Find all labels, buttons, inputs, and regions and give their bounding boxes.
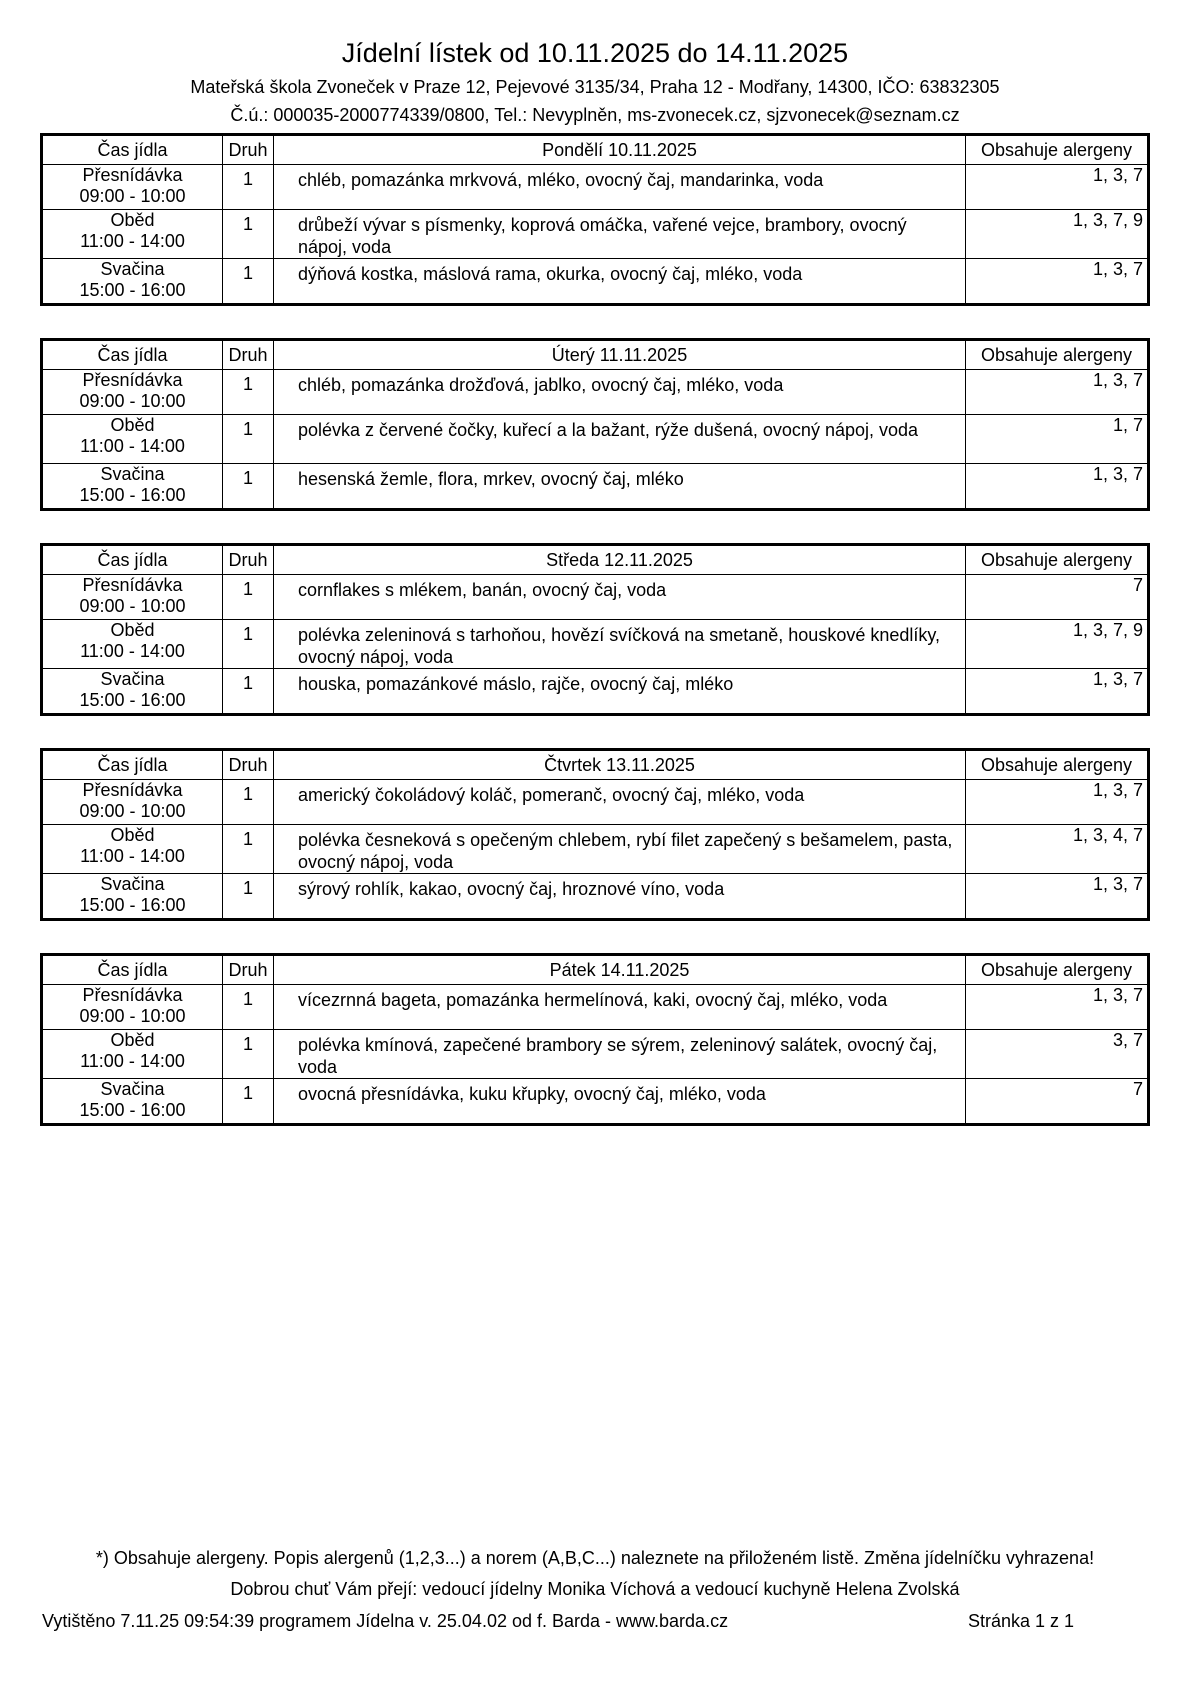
meal-dish: hesenská žemle, flora, mrkev, ovocný čaj, mléko bbox=[274, 464, 966, 510]
meal-time-cell bbox=[42, 464, 223, 510]
col-header-druh: Druh bbox=[223, 135, 274, 165]
meal-time-cell bbox=[42, 210, 223, 259]
meal-dish: polévka kmínová, zapečené brambory se sýrem, zeleninový salátek, ovocný čaj, voda bbox=[274, 1030, 966, 1079]
day-label: Středa 12.11.2025 bbox=[274, 545, 966, 575]
meal-hours: 15:00 - 16:00 bbox=[79, 690, 186, 710]
meal-allergens: 7 bbox=[966, 575, 1149, 620]
meal-name: Přesnídávka bbox=[82, 985, 183, 1005]
meal-dish: drůbeží vývar s písmenky, koprová omáčka, vařené vejce, brambory, ovocný nápoj, voda bbox=[274, 210, 966, 259]
meal-hours: 09:00 - 10:00 bbox=[79, 391, 186, 411]
meal-dish: dýňová kostka, máslová rama, okurka, ovocný čaj, mléko, voda bbox=[274, 259, 966, 305]
meal-name: Svačina bbox=[100, 874, 165, 894]
meal-dish: vícezrnná bageta, pomazánka hermelínová, kaki, ovocný čaj, mléko, voda bbox=[274, 985, 966, 1030]
day-menu-table bbox=[40, 338, 1150, 511]
table-row bbox=[42, 780, 1149, 825]
meal-time-cell bbox=[42, 874, 223, 920]
meal-druh: 1 bbox=[223, 1030, 274, 1079]
meal-hours: 11:00 - 14:00 bbox=[80, 231, 185, 251]
meal-name: Přesnídávka bbox=[82, 370, 183, 390]
meal-allergens: 1, 3, 7 bbox=[966, 780, 1149, 825]
meal-dish: polévka z červené čočky, kuřecí a la bažant, rýže dušená, ovocný nápoj, voda bbox=[274, 415, 966, 464]
meal-time-cell bbox=[42, 825, 223, 874]
meal-hours: 09:00 - 10:00 bbox=[79, 1006, 186, 1026]
meal-druh: 1 bbox=[223, 620, 274, 669]
col-header-druh: Druh bbox=[223, 955, 274, 985]
meal-name: Oběd bbox=[110, 1030, 155, 1050]
meal-druh: 1 bbox=[223, 464, 274, 510]
meal-time-cell bbox=[42, 370, 223, 415]
table-row bbox=[42, 575, 1149, 620]
table-row bbox=[42, 415, 1149, 464]
meal-dish: chléb, pomazánka mrkvová, mléko, ovocný čaj, mandarinka, voda bbox=[274, 165, 966, 210]
meal-dish: sýrový rohlík, kakao, ovocný čaj, hroznové víno, voda bbox=[274, 874, 966, 920]
meal-name: Svačina bbox=[100, 464, 165, 484]
meal-hours: 15:00 - 16:00 bbox=[79, 485, 186, 505]
table-row bbox=[42, 165, 1149, 210]
meal-dish: chléb, pomazánka drožďová, jablko, ovocný čaj, mléko, voda bbox=[274, 370, 966, 415]
day-label: Pátek 14.11.2025 bbox=[274, 955, 966, 985]
meal-time-cell bbox=[42, 1030, 223, 1079]
meal-druh: 1 bbox=[223, 165, 274, 210]
meal-time-cell bbox=[42, 259, 223, 305]
allergen-note: *) Obsahuje alergeny. Popis alergenů (1,2,3...) a norem (A,B,C...) naleznete na přiloženém listě. Změna jídelníčku vyhrazena! bbox=[95, 1548, 1095, 1568]
meal-allergens: 1, 3, 7 bbox=[966, 370, 1149, 415]
col-header-allergens: Obsahuje alergeny bbox=[966, 340, 1149, 370]
meal-druh: 1 bbox=[223, 825, 274, 874]
meal-name: Svačina bbox=[100, 1079, 165, 1099]
meal-dish: ovocná přesnídávka, kuku křupky, ovocný čaj, mléko, voda bbox=[274, 1079, 966, 1125]
table-row bbox=[42, 874, 1149, 920]
meal-time-cell bbox=[42, 985, 223, 1030]
meal-name: Přesnídávka bbox=[82, 165, 183, 185]
table-header-row bbox=[42, 750, 1149, 780]
meal-allergens: 1, 3, 7 bbox=[966, 874, 1149, 920]
table-row bbox=[42, 259, 1149, 305]
table-header-row bbox=[42, 955, 1149, 985]
table-header-row bbox=[42, 545, 1149, 575]
meal-druh: 1 bbox=[223, 370, 274, 415]
table-row bbox=[42, 370, 1149, 415]
meal-hours: 09:00 - 10:00 bbox=[79, 596, 186, 616]
table-header-row bbox=[42, 340, 1149, 370]
table-row bbox=[42, 620, 1149, 669]
meal-allergens: 7 bbox=[966, 1079, 1149, 1125]
meal-druh: 1 bbox=[223, 780, 274, 825]
meal-allergens: 1, 7 bbox=[966, 415, 1149, 464]
day-menu-table bbox=[40, 748, 1150, 921]
meal-dish: cornflakes s mlékem, banán, ovocný čaj, voda bbox=[274, 575, 966, 620]
table-row bbox=[42, 1079, 1149, 1125]
meal-hours: 11:00 - 14:00 bbox=[80, 641, 185, 661]
page-title: Jídelní lístek od 10.11.2025 do 14.11.2025 bbox=[341, 38, 849, 68]
col-header-time: Čas jídla bbox=[42, 545, 223, 575]
day-label: Úterý 11.11.2025 bbox=[274, 340, 966, 370]
meal-time-cell bbox=[42, 780, 223, 825]
meal-time-cell bbox=[42, 669, 223, 715]
meal-hours: 11:00 - 14:00 bbox=[80, 1051, 185, 1071]
meal-hours: 11:00 - 14:00 bbox=[80, 436, 185, 456]
table-row bbox=[42, 1030, 1149, 1079]
meal-allergens: 1, 3, 7, 9 bbox=[966, 620, 1149, 669]
meal-hours: 09:00 - 10:00 bbox=[79, 186, 186, 206]
meal-dish: polévka česneková s opečeným chlebem, rybí filet zapečený s bešamelem, pasta, ovocný nápoj, voda bbox=[274, 825, 966, 874]
meal-druh: 1 bbox=[223, 575, 274, 620]
col-header-time: Čas jídla bbox=[42, 955, 223, 985]
col-header-allergens: Obsahuje alergeny bbox=[966, 135, 1149, 165]
table-row bbox=[42, 825, 1149, 874]
day-label: Pondělí 10.11.2025 bbox=[274, 135, 966, 165]
day-menu-table bbox=[40, 133, 1150, 306]
school-address: Mateřská škola Zvoneček v Praze 12, Pejevové 3135/34, Praha 12 - Modřany, 14300, IČO: 63832305 bbox=[190, 77, 1000, 97]
col-header-druh: Druh bbox=[223, 340, 274, 370]
meal-name: Oběd bbox=[110, 620, 155, 640]
meal-time-cell bbox=[42, 575, 223, 620]
meal-druh: 1 bbox=[223, 985, 274, 1030]
meal-time-cell bbox=[42, 165, 223, 210]
meal-dish: polévka zeleninová s tarhoňou, hovězí svíčková na smetaně, houskové knedlíky, ovocný nápoj, voda bbox=[274, 620, 966, 669]
page-number: Stránka 1 z 1 bbox=[968, 1611, 1075, 1631]
meal-time-cell bbox=[42, 620, 223, 669]
meal-druh: 1 bbox=[223, 210, 274, 259]
col-header-druh: Druh bbox=[223, 750, 274, 780]
day-menu-table bbox=[40, 953, 1150, 1126]
col-header-druh: Druh bbox=[223, 545, 274, 575]
meal-druh: 1 bbox=[223, 259, 274, 305]
meal-time-cell bbox=[42, 1079, 223, 1125]
day-menu-table bbox=[40, 543, 1150, 716]
school-contact: Č.ú.: 000035-2000774339/0800, Tel.: Nevyplněn, ms-zvonecek.cz, sjzvonecek@seznam.cz bbox=[230, 105, 960, 125]
table-header-row bbox=[42, 135, 1149, 165]
meal-allergens: 1, 3, 7, 9 bbox=[966, 210, 1149, 259]
table-row bbox=[42, 210, 1149, 259]
print-info: Vytištěno 7.11.25 09:54:39 programem Jídelna v. 25.04.02 od f. Barda - www.barda.cz bbox=[42, 1611, 729, 1631]
meal-dish: americký čokoládový koláč, pomeranč, ovocný čaj, mléko, voda bbox=[274, 780, 966, 825]
meal-allergens: 1, 3, 4, 7 bbox=[966, 825, 1149, 874]
meal-name: Přesnídávka bbox=[82, 575, 183, 595]
meal-hours: 11:00 - 14:00 bbox=[80, 846, 185, 866]
meal-hours: 15:00 - 16:00 bbox=[79, 895, 186, 915]
meal-name: Přesnídávka bbox=[82, 780, 183, 800]
col-header-time: Čas jídla bbox=[42, 750, 223, 780]
meal-allergens: 1, 3, 7 bbox=[966, 464, 1149, 510]
col-header-time: Čas jídla bbox=[42, 135, 223, 165]
day-label: Čtvrtek 13.11.2025 bbox=[274, 750, 966, 780]
meal-allergens: 1, 3, 7 bbox=[966, 985, 1149, 1030]
meal-allergens: 1, 3, 7 bbox=[966, 165, 1149, 210]
table-row bbox=[42, 985, 1149, 1030]
meal-name: Oběd bbox=[110, 210, 155, 230]
meal-druh: 1 bbox=[223, 415, 274, 464]
meal-name: Oběd bbox=[110, 415, 155, 435]
meal-druh: 1 bbox=[223, 669, 274, 715]
meal-name: Svačina bbox=[100, 259, 165, 279]
meal-druh: 1 bbox=[223, 1079, 274, 1125]
table-row bbox=[42, 669, 1149, 715]
table-row bbox=[42, 464, 1149, 510]
meal-name: Svačina bbox=[100, 669, 165, 689]
meal-hours: 09:00 - 10:00 bbox=[79, 801, 186, 821]
meal-hours: 15:00 - 16:00 bbox=[79, 280, 186, 300]
col-header-allergens: Obsahuje alergeny bbox=[966, 545, 1149, 575]
meal-name: Oběd bbox=[110, 825, 155, 845]
meal-dish: houska, pomazánkové máslo, rajče, ovocný čaj, mléko bbox=[274, 669, 966, 715]
meal-allergens: 1, 3, 7 bbox=[966, 259, 1149, 305]
meal-allergens: 3, 7 bbox=[966, 1030, 1149, 1079]
col-header-allergens: Obsahuje alergeny bbox=[966, 955, 1149, 985]
meal-druh: 1 bbox=[223, 874, 274, 920]
col-header-time: Čas jídla bbox=[42, 340, 223, 370]
meal-allergens: 1, 3, 7 bbox=[966, 669, 1149, 715]
meal-hours: 15:00 - 16:00 bbox=[79, 1100, 186, 1120]
greeting: Dobrou chuť Vám přejí: vedoucí jídelny Monika Víchová a vedoucí kuchyně Helena Zvolská bbox=[230, 1579, 960, 1599]
col-header-allergens: Obsahuje alergeny bbox=[966, 750, 1149, 780]
meal-time-cell bbox=[42, 415, 223, 464]
